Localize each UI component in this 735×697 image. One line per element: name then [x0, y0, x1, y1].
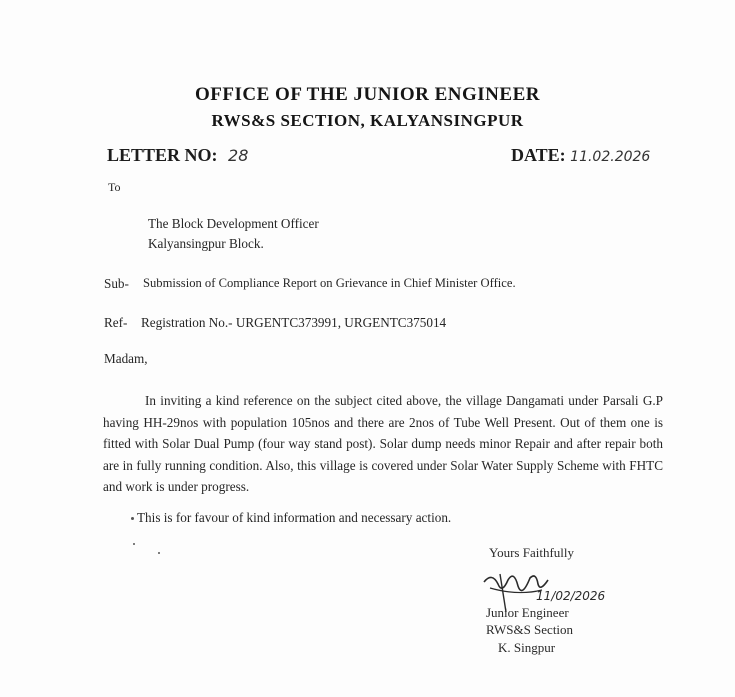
- scan-speck: [133, 543, 135, 545]
- letter-number-label: LETTER NO:: [107, 145, 218, 165]
- signatory-designation: Junior Engineer: [486, 605, 569, 620]
- letter-number: [107, 145, 248, 166]
- salutation: Madam,: [104, 351, 148, 366]
- reference-label: Ref-: [104, 315, 128, 330]
- body-paragraph: [103, 390, 663, 498]
- letter-number-value: 28: [228, 146, 249, 165]
- letterhead-section-title: RWS&S SECTION, KALYANSINGPUR: [211, 111, 524, 130]
- letterhead-office-title: OFFICE OF THE JUNIOR ENGINEER: [195, 84, 540, 105]
- reference-text: Registration No.- URGENTC373991, URGENTC375014: [141, 315, 447, 330]
- body-paragraph-text: In inviting a kind reference on the subject cited above, the village Dangamati under Parsali G.P having HH-29nos with population 105nos and there are 2nos of Tube Well Present. Out of them one is fitted with Solar Dual Pump (four way stand post). Solar dump needs minor Repair and after repair both are in fully running condition. Also, this village is covered under Solar Water Supply Scheme with FHTC and work is under progress.: [103, 393, 663, 495]
- scan-speck: [158, 552, 160, 554]
- letter-date: [511, 145, 650, 166]
- date-value: 11.02.2026: [570, 149, 651, 165]
- addressee-line-1: The Block Development Officer: [148, 216, 319, 231]
- addressee-line-2: Kalyansingpur Block.: [148, 236, 264, 251]
- signature-date: 11/02/2026: [536, 589, 606, 603]
- complimentary-close: Yours Faithfully: [489, 545, 575, 560]
- scan-speck: [131, 517, 134, 520]
- signatory-place: K. Singpur: [498, 640, 556, 655]
- date-label: DATE:: [511, 145, 566, 165]
- closing-line: This is for favour of kind information and necessary action.: [137, 510, 452, 525]
- signatory-section: RWS&S Section: [486, 622, 574, 637]
- to-label: To: [108, 180, 121, 194]
- subject-text: Submission of Compliance Report on Grievance in Chief Minister Office.: [143, 276, 516, 290]
- subject-label: Sub-: [104, 276, 129, 291]
